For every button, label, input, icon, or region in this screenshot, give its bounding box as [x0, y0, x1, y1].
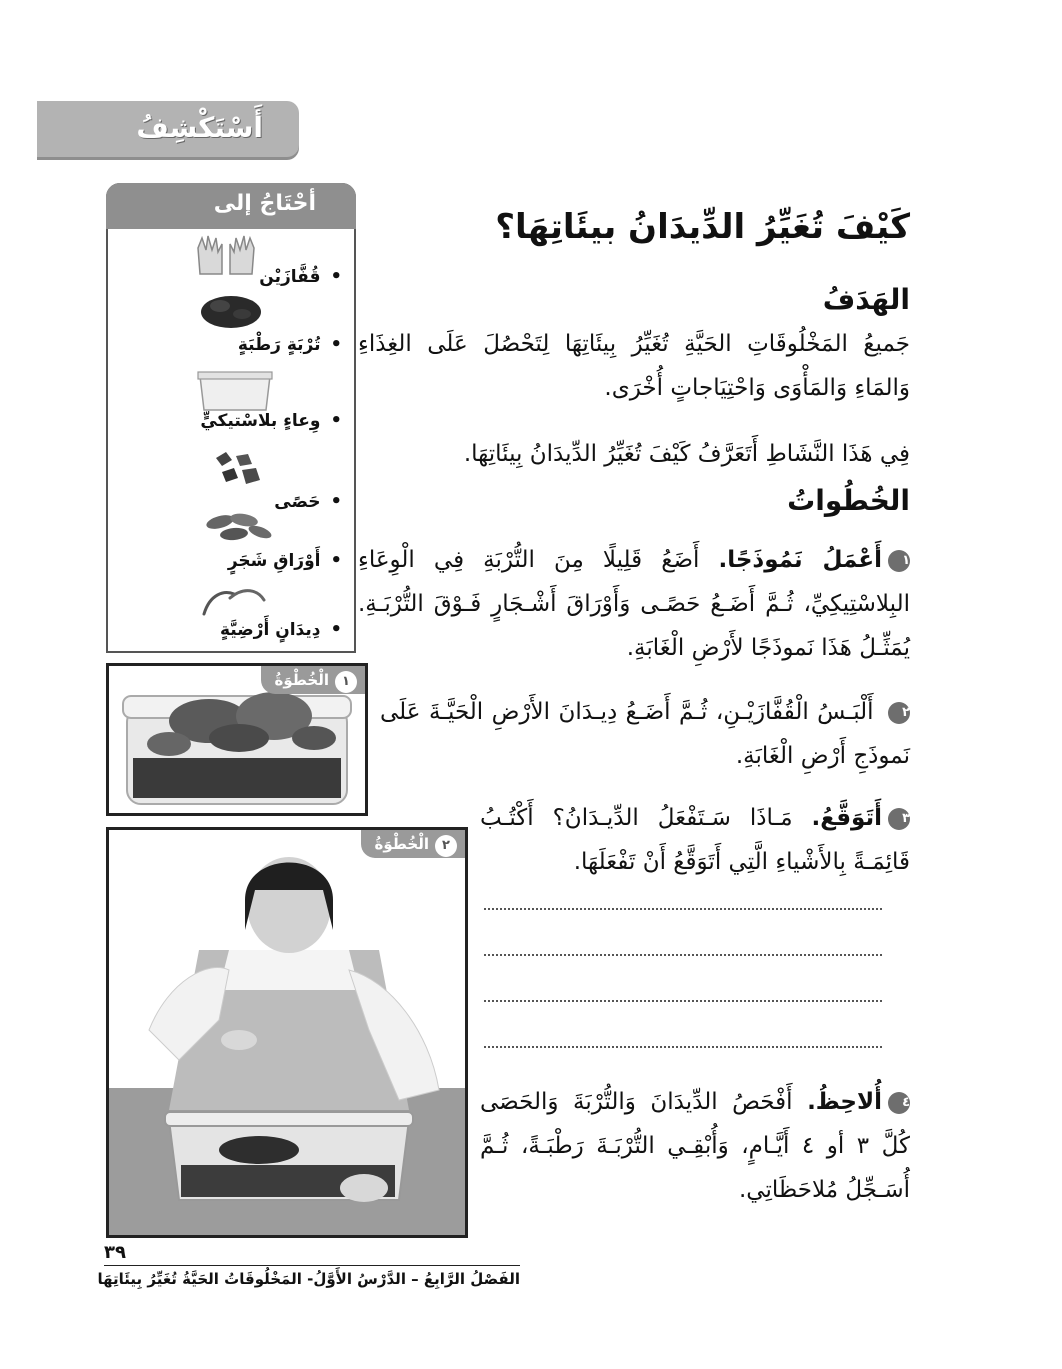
step-text: أَفْحَصُ الدِّيدَانَ وَالتُّرْبَةَ وَالحَصَى كُلَّ ٣ أو ٤ أَيَّـامٍ، وَأُبْقِـي التُّرْبَـةَ رَطْبَـةً، ثُـمَّ أُسَـجِّلُ مُلاحَظَاتِي. [480, 1089, 911, 1203]
step-number: ٢ [888, 702, 910, 724]
girl-placing-worms-image [109, 830, 465, 1235]
answer-line[interactable] [484, 954, 882, 956]
step-lead: أُلاحِظُ. [807, 1089, 883, 1115]
steps-heading: الخُطُواتُ [787, 484, 910, 517]
step-text: أَلْبَـسُ الْقُفَّازَيْـنِ، ثُـمَّ أَضَـعُ دِيـدَانَ الأَرْضِ الْحَيَّـةَ عَلَى نَموذَجِ أَرْضِ الْغَابَةِ. [380, 699, 910, 769]
footer-divider [104, 1265, 520, 1266]
material-item: •حَصًى [274, 491, 342, 512]
answer-line[interactable] [484, 1000, 882, 1002]
soil-icon [198, 290, 264, 330]
section-tab [37, 101, 299, 157]
gloves-icon [192, 230, 262, 278]
footer-chapter-title: الفَصْلُ الرَّابِعُ – الدَّرْسُ الأَوَّلُ- المَخْلُوقَاتُ الحَيَّةُ تُغَيِّرُ بِيئَاتِهَا [97, 1270, 520, 1288]
pebbles-icon [212, 448, 266, 488]
goal-heading: الهَدَفُ [822, 283, 910, 316]
material-item: •دِيدَانٍ أَرْضِيَّةٍ [220, 619, 342, 640]
step1-tag: ١الْخُطْوَةُ [261, 666, 365, 694]
materials-title: أحْتَاجُ إلى [213, 191, 316, 216]
step-3 [480, 796, 910, 884]
step-1 [358, 538, 910, 670]
answer-line[interactable] [484, 908, 882, 910]
goal-text: جَميعُ المَخْلُوقَاتِ الحَيَّةِ تُغَيِّرُ بِيئَاتِهَا لِتَحْصُلَ عَلَى الغِذَاءِ وَالمَاءِ وَالمَأْوَى وَاحْتِيَاجاتٍ أُخْرَى. [358, 331, 910, 401]
material-item: •وِعاءٍ بلاسْتيكيٍّ [200, 410, 342, 431]
step-text: أَضَعُ قَلِيلًا مِنَ التُّرْبَةِ فِي الْوِعَاءِ البِلاسْتِيكِيِّ، ثُـمَّ أَضَـعُ حَصًـى وَأَوْرَاقَ أَشْـجَارٍ فَـوْقَ التُّرْبَـةِ. يُمَثِّـلُ هَذَا نَموذَجًا لأَرْضِ الْغَابَةِ. [358, 547, 910, 661]
page-title: كَيْفَ تُغَيِّرُ الدِّيدَانُ بيئَاتِهَا؟ [495, 207, 910, 247]
step-number: ١ [888, 550, 910, 572]
step2-photo [106, 827, 468, 1238]
plastic-container-icon [196, 368, 274, 414]
worms-icon [200, 584, 270, 620]
goal-activity-text: فِي هَذَا النَّشَاطِ أَتَعَرَّفُ كَيْفَ تُغَيِّرُ الدِّيدَانُ بِيئَاتِهَا. [463, 441, 910, 467]
step-lead: أَعْمَلُ نَمُوذَجًا. [718, 547, 883, 573]
material-item: •قُفَّازَيْن [259, 266, 342, 287]
step-number: ٤ [888, 1092, 910, 1114]
section-tab-label: أَسْتَكْشِفُ [136, 111, 263, 144]
material-item: •تُرْبَةٍ رَطْبَةٍ [237, 334, 342, 355]
step-number: ٣ [888, 808, 910, 830]
material-item: •أَوْرَاقِ شَجَرٍ [227, 550, 342, 571]
materials-header [106, 183, 356, 229]
step-2 [380, 690, 910, 778]
step-lead: أَتَوَقَّعُ. [811, 805, 882, 831]
leaves-icon [204, 510, 274, 542]
step1-photo [106, 663, 368, 816]
answer-line[interactable] [484, 1046, 882, 1048]
step2-tag: ٢الْخُطْوَةُ [361, 830, 465, 858]
step-4 [480, 1080, 910, 1212]
page-number: ٣٩ [104, 1242, 126, 1263]
step-text: مَـاذَا سَـتَفْعَلُ الدِّيـدَانُ؟ أَكْتُـبُ قَائِمَـةً بِالأَشْياءِ الَّتِي أَتَوَقَّعُ أَنْ تَفْعَلَهَا. [480, 805, 910, 875]
